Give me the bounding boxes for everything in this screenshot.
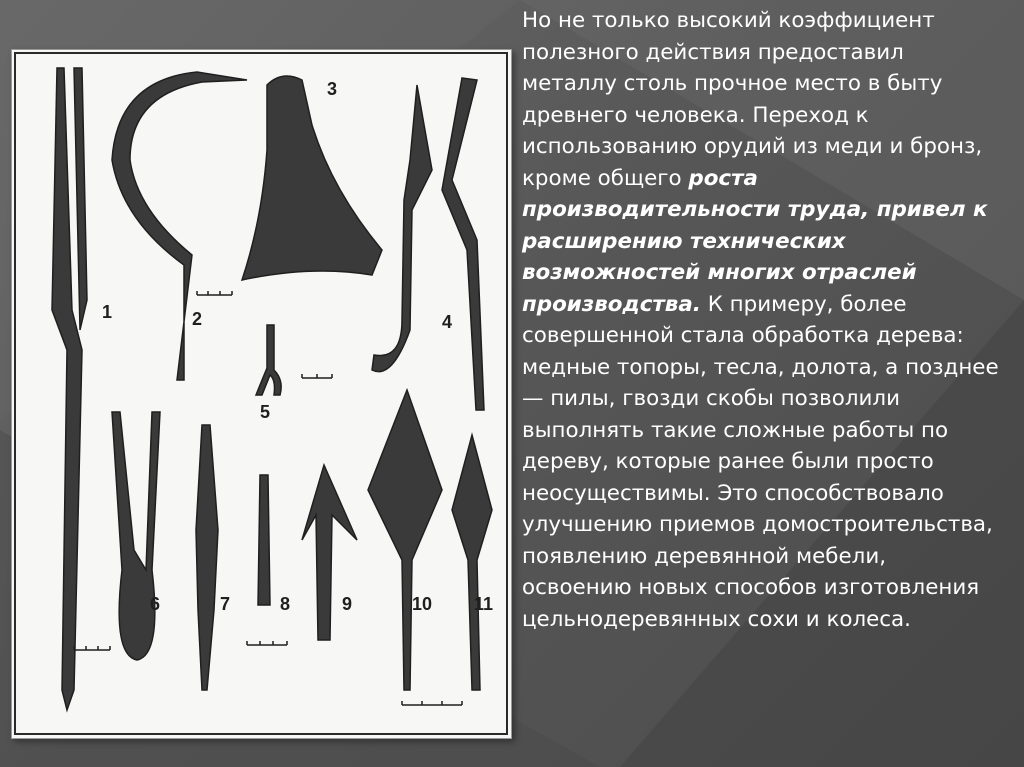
label-5: 5 [260, 402, 271, 422]
spearhead-tool [368, 390, 442, 690]
body-text-part1: Но не только высокий коэффициент полезного действия предоставил металлу столь прочное место в быту древнего человека. Переход к использованию орудий из меди и бронз, кроме общего [522, 8, 983, 191]
shears-tool [372, 85, 432, 372]
label-1: 1 [102, 302, 113, 322]
sickle-tool [112, 72, 247, 380]
body-text [522, 5, 1002, 635]
small-spearhead-tool [452, 435, 492, 690]
body-text-part2: К примеру, более совершенной стала обработка дерева: медные топоры, тесла, долота, а позднее — пилы, гвозди скобы позволили выполнять такие сложные работы по дереву, которые ранее были просто неосуществимы. Это способствовало улучшению приемов домостроительства, появлению деревянной мебели, освоению новых способов изготовления цельнодеревянных сохи и колеса. [522, 291, 999, 632]
axe-tool [242, 76, 382, 280]
body-text-emphasis: роста производительности труда, привел к расширению технических возможностей многих отраслей производства. [522, 165, 988, 317]
small-shears-tool [112, 412, 160, 660]
hook-tool [256, 325, 281, 395]
label-2: 2 [192, 309, 203, 329]
label-7: 7 [220, 594, 231, 614]
label-3: 3 [327, 79, 338, 99]
label-4: 4 [442, 312, 453, 332]
awl-tool [258, 475, 270, 605]
label-11: 11 [474, 594, 494, 614]
tools-drawing [12, 50, 511, 738]
label-6: 6 [150, 594, 161, 614]
label-8: 8 [280, 594, 291, 614]
tools-illustration [11, 49, 512, 739]
label-10: 10 [412, 594, 433, 614]
label-9: 9 [342, 594, 353, 614]
chisel-tool [196, 425, 218, 690]
